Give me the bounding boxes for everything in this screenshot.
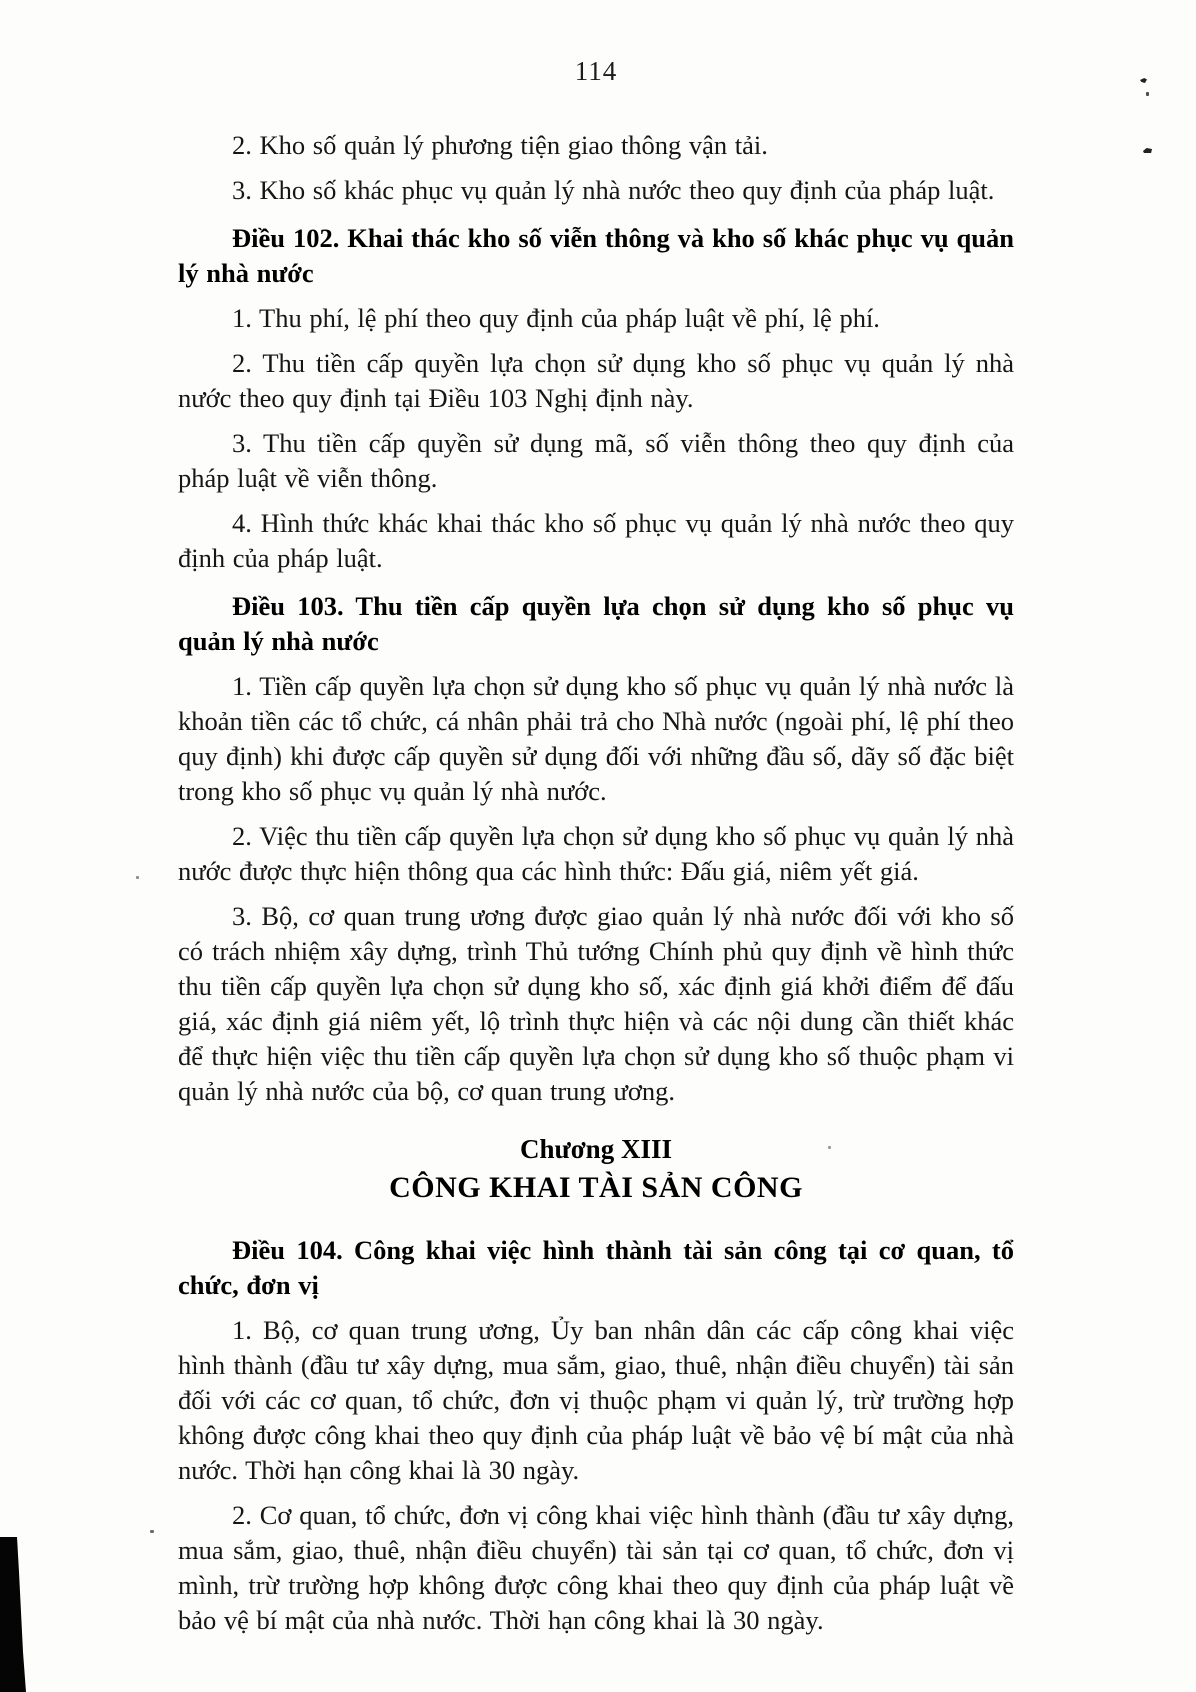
article-104-heading: Điều 104. Công khai việc hình thành tài sản công tại cơ quan, tổ chức, đơn vị: [178, 1235, 1014, 1300]
article-103-heading: Điều 103. Thu tiền cấp quyền lựa chọn sử dụng kho số phục vụ quản lý nhà nước: [178, 591, 1014, 656]
ink-speck: [1146, 92, 1149, 96]
ink-speck: [1140, 78, 1147, 83]
legal-paragraph: 1. Bộ, cơ quan trung ương, Ủy ban nhân dân các cấp công khai việc hình thành (đầu tư xây dựng, mua sắm, giao, thuê, nhận điều chuyển) tài sản đối với các cơ quan, tổ chức, đơn vị thuộc phạm vi quản lý, trừ trường hợp không được công khai theo quy định của pháp luật về bảo vệ bí mật của nhà nước. Thời hạn công khai là 30 ngày.: [178, 1315, 1014, 1485]
page-number: 114: [574, 56, 618, 86]
list-item: 3. Kho số khác phục vụ quản lý nhà nước theo quy định của pháp luật.: [232, 175, 995, 205]
legal-paragraph: 3. Bộ, cơ quan trung ương được giao quản lý nhà nước đối với kho số có trách nhiệm xây dựng, trình Thủ tướng Chính phủ quy định về hình thức thu tiền cấp quyền lựa chọn sử dụng kho số, xác định giá khởi điểm để đấu giá, xác định giá niêm yết, lộ trình thực hiện và các nội dung cần thiết khác để thực hiện việc thu tiền cấp quyền lựa chọn sử dụng kho số thuộc phạm vi quản lý nhà nước của bộ, cơ quan trung ương.: [178, 901, 1014, 1106]
document-body: [178, 128, 1014, 1638]
ink-speck: [136, 876, 139, 879]
legal-paragraph: 2. Thu tiền cấp quyền lựa chọn sử dụng kho số phục vụ quản lý nhà nước theo quy định tại Điều 103 Nghị định này.: [178, 348, 1014, 413]
list-item: 2. Kho số quản lý phương tiện giao thông vận tải.: [232, 130, 768, 160]
ink-speck: [150, 1530, 154, 1533]
chapter-heading: [178, 1131, 1014, 1209]
legal-paragraph: 4. Hình thức khác khai thác kho số phục vụ quản lý nhà nước theo quy định của pháp luật.: [178, 508, 1014, 573]
legal-paragraph: 2. Việc thu tiền cấp quyền lựa chọn sử dụng kho số phục vụ quản lý nhà nước được thực hiện thông qua các hình thức: Đấu giá, niêm yết giá.: [178, 821, 1014, 886]
chapter-title: CÔNG KHAI TÀI SẢN CÔNG: [389, 1171, 803, 1204]
scan-artifact-strip: [0, 1537, 26, 1692]
legal-paragraph: 2. Cơ quan, tổ chức, đơn vị công khai việc hình thành (đầu tư xây dựng, mua sắm, giao, thuê, nhận điều chuyển) tài sản tại cơ quan, tổ chức, đơn vị mình, trừ trường hợp không được công khai theo quy định của pháp luật về bảo vệ bí mật của nhà nước. Thời hạn công khai là 30 ngày.: [178, 1500, 1014, 1635]
chapter-number: Chương XIII: [520, 1134, 672, 1164]
ink-speck: [828, 1146, 831, 1149]
ink-speck: [1143, 148, 1152, 153]
legal-paragraph: 1. Thu phí, lệ phí theo quy định của pháp luật về phí, lệ phí.: [232, 303, 880, 333]
legal-paragraph: 1. Tiền cấp quyền lựa chọn sử dụng kho số phục vụ quản lý nhà nước là khoản tiền các tổ chức, cá nhân phải trả cho Nhà nước (ngoài phí, lệ phí theo quy định) khi được cấp quyền sử dụng đối với những đầu số, dãy số đặc biệt trong kho số phục vụ quản lý nhà nước.: [178, 671, 1014, 806]
legal-paragraph: 3. Thu tiền cấp quyền sử dụng mã, số viễn thông theo quy định của pháp luật về viễn thông.: [178, 428, 1014, 493]
article-102-heading: Điều 102. Khai thác kho số viễn thông và kho số khác phục vụ quản lý nhà nước: [178, 223, 1014, 288]
